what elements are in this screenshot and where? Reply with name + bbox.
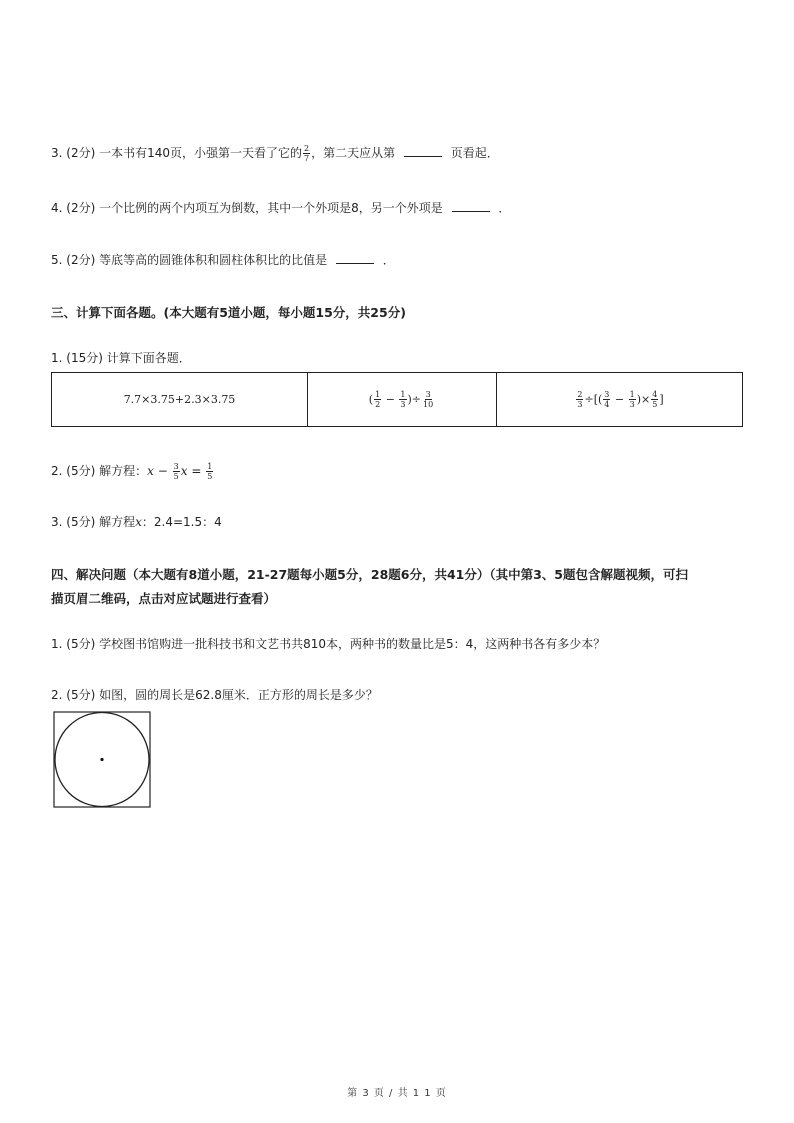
page-footer: 第 3 页 / 共 1 1 页 [347,1088,447,1099]
question-text: 如图，圆的周长是62.8厘米．正方形的周长是多少？ [99,688,378,702]
question-score: (15分) [66,351,103,365]
answer-blank[interactable] [404,145,442,157]
table-cell [497,373,743,427]
question-number: 5. [51,253,63,267]
equation-operator: − [157,464,168,478]
question-text: ． [382,253,395,267]
fraction: $\frac{1}{5}$ [207,462,213,481]
section-3-question-2 [51,462,214,481]
question-number: 1. [51,637,63,651]
question-text: 学校图书馆购进一批科技书和文艺书共810本，两种书的数量比是5：4，这两种书各有多少本？ [99,637,606,651]
question-score: (5分) [66,637,96,651]
expression-3: $\frac{2}{3}$ ÷[( $\frac{3}{4}$ − $\frac{1}{3}$ )× $\frac{4}{5}$ ] [577,390,664,409]
expression-2: ( $\frac{1}{2}$ − $\frac{1}{3}$ )÷ $\frac{3}{10}$ [368,390,434,409]
question-5 [51,251,395,268]
question-number: 4. [51,201,63,215]
equation-operator: = [191,464,202,478]
table-row [52,373,743,427]
question-text: ，第二天应从第 [311,146,396,160]
calculation-table [51,372,743,427]
question-score: (2分) [66,146,96,160]
answer-blank[interactable] [336,252,374,264]
question-3 [51,144,499,163]
question-number: 2. [51,688,63,702]
question-number: 2. [51,464,63,478]
section-3-heading: 三、计算下面各题。(本大题有5道小题，每小题15分，共25分) [51,305,406,320]
question-number: 3. [51,146,63,160]
question-text: 解方程 [99,515,136,529]
question-score: (5分) [66,464,96,478]
equation-variable: x [135,515,142,529]
question-text: 等底等高的圆锥体积和圆柱体积比的比值是 [99,253,328,267]
section-4-heading-cont: 描页眉二维码，点击对应试题进行查看） [51,591,277,606]
circle-in-square-figure [51,709,153,809]
question-score: (5分) [66,688,96,702]
section-4-heading: 四、解决问题（本大题有8道小题，21-27题每小题5分，28题6分，共41分）（其中第3、5题包含解题视频，可扫 [51,567,689,582]
table-cell [308,373,497,427]
question-text: 解方程： [99,464,148,478]
equation-variable: x [180,464,188,478]
section-4-question-1 [51,635,605,652]
section-3-question-3 [51,513,222,530]
question-score: (5分) [66,515,96,529]
equation-text: ：2.4=1.5：4 [141,515,222,529]
question-4 [51,199,510,216]
question-score: (2分) [66,253,96,267]
question-text: 计算下面各题． [106,351,191,365]
expression-1: 7.7×3.75+2.3×3.75 [123,393,236,406]
fraction: $\frac{3}{5}$ [173,462,179,481]
question-text: 一本书有140页，小强第一天看了它的 [99,146,303,160]
question-number: 1. [51,351,63,365]
question-text: 页看起． [450,146,499,160]
section-3-question-1 [51,349,191,366]
question-text: 一个比例的两个内项互为倒数，其中一个外项是8，另一个外项是 [99,201,443,215]
fraction: $\frac{2}{7}$ [304,144,310,163]
answer-blank[interactable] [452,200,490,212]
equation-variable: x [147,464,154,478]
question-score: (2分) [66,201,96,215]
section-4-question-2 [51,686,378,703]
circle-center-point [100,758,103,761]
question-number: 3. [51,515,63,529]
question-text: ． [498,201,511,215]
table-cell [52,373,308,427]
